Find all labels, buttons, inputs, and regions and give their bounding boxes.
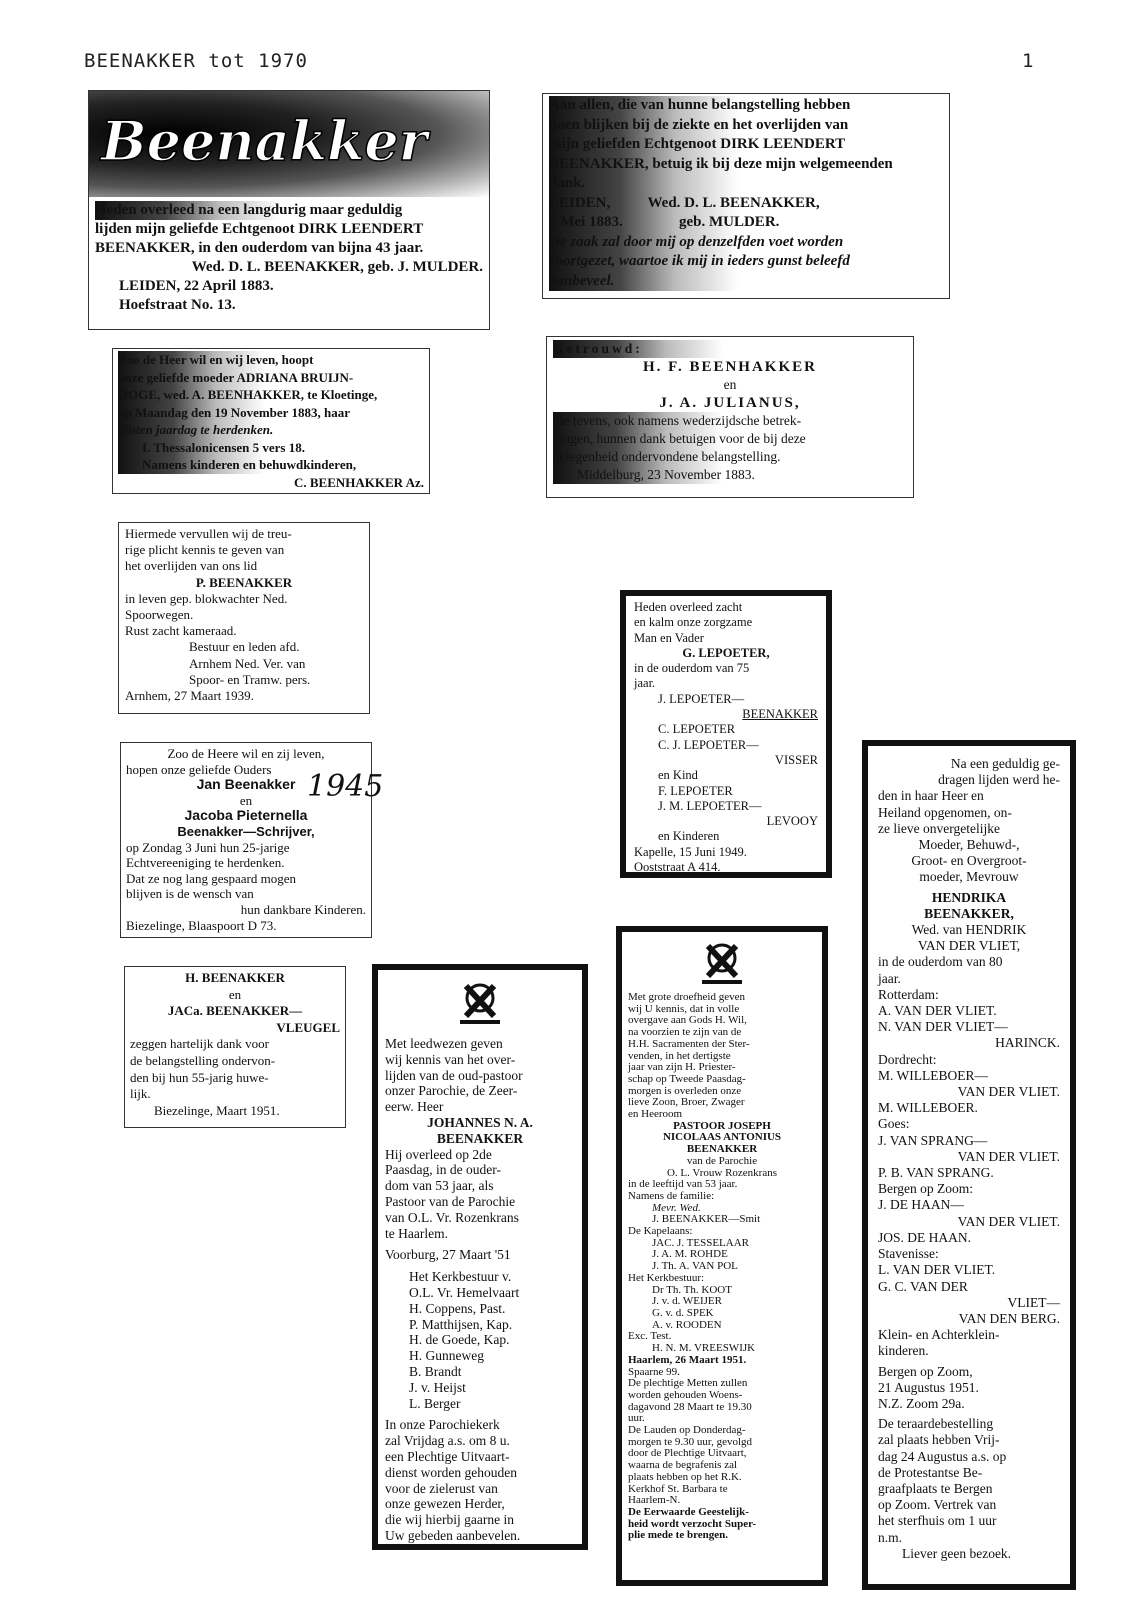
- clip10-line: worden gehouden Woens-: [628, 1388, 743, 1401]
- clip11-line: graafplaats te Bergen: [878, 1480, 993, 1496]
- clip6-line: Kapelle, 15 Juni 1949.: [634, 844, 747, 859]
- clip11-line: Moeder, Behuwd-,: [918, 837, 1020, 853]
- clip5-line: in leven gep. blokwachter Ned.: [125, 590, 288, 606]
- clip9-line: onze gewezen Herder,: [385, 1496, 505, 1512]
- clip9-line: te Haarlem.: [385, 1225, 448, 1241]
- clip10-line: morgen te 9.30 uur, gevolgd: [628, 1435, 753, 1448]
- clip11-line: kinderen.: [878, 1343, 929, 1359]
- clip5-line: Rust zacht kameraad.: [125, 623, 237, 639]
- clip11-line: HARINCK.: [995, 1035, 1060, 1051]
- clipping-death-notice-1949: [620, 590, 832, 878]
- clip11-line: VLIET—: [1007, 1294, 1060, 1310]
- clip6-line: C. LEPOETER: [658, 722, 736, 737]
- clip10-line: JAC. J. TESSELAAR: [652, 1236, 749, 1249]
- clip11-line: N. VAN DER VLIET—: [878, 1019, 1008, 1035]
- clip11-line: moeder, Mevrouw: [919, 869, 1019, 885]
- clip4-line: die tevens, ook namens wederzijdsche betrek-: [553, 412, 907, 430]
- clip11-line: dag 24 Augustus a.s. op: [878, 1448, 1007, 1464]
- clip9-line: voor de zielerust van: [385, 1480, 498, 1496]
- clip10-line: J. Th. A. VAN POL: [652, 1260, 738, 1273]
- clip6-line: C. J. LEPOETER—: [658, 737, 759, 752]
- clip6-line: F. LEPOETER: [658, 783, 733, 798]
- clip2-line: De zaak zal door mij op denzelfden voet worden: [549, 233, 943, 253]
- clip1-line: Wed. D. L. BEENAKKER, geb. J. MULDER.: [191, 259, 483, 275]
- clip11-line: den in haar Heer en: [878, 788, 984, 804]
- clip11-line: Groot- en Overgroot-: [911, 853, 1027, 869]
- clip10-line: J. A. M. ROHDE: [652, 1248, 728, 1261]
- clipping-death-notice-1883: [88, 90, 490, 330]
- clip9-line: onzer Parochie, de Zeer-: [385, 1083, 518, 1099]
- page-title: BEENAKKER tot 1970: [84, 50, 308, 72]
- clip2-line: BEENAKKER, betuig ik bij deze mijn welgemeenden: [549, 155, 943, 175]
- clip10-line: in de leeftijd van 53 jaar.: [628, 1178, 738, 1191]
- clip9-line: H. Coppens, Past.: [409, 1300, 506, 1316]
- clip11-line: VAN DER VLIET.: [957, 1213, 1060, 1229]
- clip11-line: Liever geen bezoek.: [902, 1545, 1012, 1561]
- clip11-line: N.Z. Zoom 29a.: [878, 1395, 965, 1411]
- clip4-line: H. F. BEENHAKKER: [643, 359, 817, 375]
- clip9-line: Hij overleed op 2de: [385, 1146, 492, 1162]
- clip9-line: een Plechtige Uitvaart-: [385, 1448, 510, 1464]
- clip8-line: VLEUGEL: [276, 1019, 340, 1035]
- clip11-line: zal plaats hebben Vrij-: [878, 1432, 1000, 1448]
- clip11-line: op Zoom. Vertrek van: [878, 1497, 997, 1513]
- clip10-line: schap op Tweede Paasdag-: [628, 1072, 746, 1085]
- cross-icon: [692, 936, 752, 988]
- clip10-line: lieve Zoon, Broer, Zwager: [628, 1096, 745, 1109]
- clip2-line: LEIDEN, Wed. D. L. BEENAKKER,: [549, 194, 943, 214]
- clip10-line: Exc. Test.: [628, 1330, 672, 1343]
- clip11-line: De teraardebestelling: [878, 1416, 994, 1432]
- clip11-line: M. WILLEBOER—: [878, 1067, 988, 1083]
- clip10-line: waarna de begrafenis zal: [628, 1459, 738, 1472]
- clip10-line: en Heeroom: [628, 1108, 683, 1121]
- clip1-line: lijden mijn geliefde Echtgenoot DIRK LEENDERT: [95, 221, 424, 237]
- clipping-death-notice-pastor-1951-a: [372, 964, 588, 1550]
- clip9-line: Uw gebeden aanbevelen.: [385, 1527, 521, 1543]
- clip11-line: M. WILLEBOER.: [878, 1100, 978, 1116]
- clip10-line: De Kapelaans:: [628, 1225, 693, 1238]
- clip3-line: 70sten jaardag te herdenken.: [118, 421, 424, 439]
- clip8-line: den bij hun 55-jarig huwe-: [130, 1069, 269, 1085]
- clip10-line: BEENAKKER: [686, 1143, 758, 1156]
- clip11-line: VAN DEN BERG.: [958, 1310, 1060, 1326]
- clip11-line: VAN DER VLIET,: [917, 938, 1021, 954]
- clip10-line: Met grote droefheid geven: [628, 991, 745, 1003]
- clip6-line: en kalm onze zorgzame: [634, 615, 753, 630]
- clip7-line: hopen onze geliefde Ouders: [126, 761, 272, 777]
- clipping-marriage-notice-1883: [546, 336, 914, 498]
- clip10-line: jaar van zijn H. Priester-: [628, 1061, 736, 1074]
- clip4-line: J. A. JULIANUS,: [659, 395, 801, 411]
- clip10-line: plaats hebben op het R.K.: [628, 1470, 742, 1483]
- clip1-line: Heden overleed na een langdurig maar geduldig: [95, 201, 483, 220]
- clip9-line: Met leedwezen geven: [385, 1036, 503, 1051]
- clipping-birthday-notice-1883: [112, 348, 430, 494]
- clip4-line: en: [723, 377, 737, 392]
- clip10-line: J. BEENAKKER—Smit: [652, 1213, 761, 1226]
- clip11-line: Heiland opgenomen, on-: [878, 804, 1012, 820]
- clip10-line: J. v. d. WEIJER: [652, 1295, 722, 1308]
- clip5-line: het overlijden van ons lid: [125, 558, 258, 574]
- clip8-line: lijk.: [130, 1086, 151, 1102]
- clip11-line: HENDRIKA: [931, 889, 1007, 905]
- clipping-death-notice-1951-hendrika: [862, 740, 1076, 1590]
- clip2-line: Aan allen, die van hunne belangstelling hebben: [549, 96, 943, 116]
- clip5-line: Bestuur en leden afd.: [189, 639, 300, 655]
- clip7-line: Biezelinge, Blaaspoort D 73.: [126, 917, 277, 933]
- clip6-line: Ooststraat A 414.: [634, 860, 721, 875]
- clipping-death-notice-pastor-1951-b: [616, 926, 828, 1586]
- clip11-line: P. B. VAN SPRANG.: [878, 1165, 994, 1181]
- clipping-death-notice-1939: [118, 522, 370, 714]
- clip6-line: en Kind: [658, 768, 698, 783]
- clip10-line: De Eerwaarde Geestelijk-: [628, 1505, 749, 1518]
- clip6-line: J. M. LEPOETER—: [658, 798, 762, 813]
- page-number: 1: [1022, 50, 1035, 72]
- clip9-line: wij kennis van het over-: [385, 1051, 516, 1067]
- clip1-line: LEIDEN, 22 April 1883.: [119, 278, 274, 294]
- clip3-line: op Maandag den 19 November 1883, haar: [118, 404, 424, 422]
- clip10-line: H.H. Sacramenten der Ster-: [628, 1037, 750, 1050]
- clip10-line: Spaarne 99.: [628, 1365, 680, 1378]
- clip6-line: J. LEPOETER—: [658, 691, 745, 706]
- clip2-line: aanbeveel.: [549, 272, 943, 292]
- clip9-line: O.L. Vr. Hemelvaart: [409, 1284, 520, 1300]
- clip9-line: P. Matthijsen, Kap.: [409, 1316, 513, 1332]
- beenakker-logo: Beenakker: [89, 91, 489, 197]
- clip9-line: lijden van de oud-pastoor: [385, 1067, 523, 1083]
- clip6-line: LEVOOY: [766, 814, 818, 829]
- clip10-line: plie mede te brengen.: [628, 1529, 729, 1542]
- clip11-line: Klein- en Achterklein-: [878, 1327, 1000, 1343]
- clip9-line: JOHANNES N. A.: [427, 1114, 533, 1130]
- clip4-line: gelegenheid ondervondene belangstelling.: [553, 448, 907, 466]
- clip11-line: VAN DER VLIET.: [957, 1084, 1060, 1100]
- clipping-thanks-notice-1883: [542, 93, 950, 299]
- clip5-line: Spoor- en Tramw. pers.: [189, 671, 311, 687]
- clip5-line: rige plicht kennis te geven van: [125, 542, 285, 558]
- clip8-line: Biezelinge, Maart 1951.: [154, 1102, 280, 1118]
- clip6-line: en Kinderen: [658, 829, 720, 844]
- clip9-line: eerw. Heer: [385, 1099, 444, 1115]
- clip5-line: Spoorwegen.: [125, 607, 194, 623]
- clip11-line: JOS. DE HAAN.: [878, 1229, 972, 1245]
- clip7-line: op Zondag 3 Juni hun 25-jarige: [126, 839, 290, 855]
- clip11-line: Goes:: [878, 1116, 910, 1132]
- clip9-line: H. Gunneweg: [409, 1348, 484, 1364]
- clip2-line: dank.: [549, 174, 943, 194]
- clip10-line: De Lauden op Donderdag-: [628, 1424, 746, 1437]
- clip9-line: H. de Goede, Kap.: [409, 1332, 510, 1348]
- clip10-line: O. L. Vrouw Rozenkrans: [666, 1166, 778, 1179]
- clip11-line: Dordrecht:: [878, 1051, 937, 1067]
- clip10-line: heid wordt verzocht Super-: [628, 1517, 757, 1530]
- clip7-line: en: [239, 792, 253, 808]
- clip8-line: zeggen hartelijk dank voor: [130, 1036, 269, 1052]
- clip3-line: C. BEENHAKKER Az.: [293, 474, 424, 490]
- clip11-line: 21 Augustus 1951.: [878, 1379, 979, 1395]
- clip9-line: dienst worden gehouden: [385, 1464, 517, 1480]
- clip11-line: ze lieve onvergetelijke: [878, 820, 1000, 836]
- clip11-line: J. VAN SPRANG—: [878, 1132, 988, 1148]
- clip2-line: 5 Mei 1883. geb. MULDER.: [549, 213, 943, 233]
- clip10-line: De plechtige Metten zullen: [628, 1377, 748, 1390]
- clip10-line: NICOLAAS ANTONIUS: [662, 1131, 782, 1144]
- clip10-line: Namens de familie:: [628, 1189, 715, 1202]
- clip11-line: BEENAKKER,: [924, 905, 1014, 921]
- clip10-line: na voorzien te zijn van de: [628, 1026, 742, 1039]
- clip10-line: dagavond 28 Maart te 19.30: [628, 1400, 752, 1413]
- clip11-line: L. VAN DER VLIET.: [878, 1262, 996, 1278]
- clip6-line: jaar.: [634, 676, 656, 691]
- clip2-line: voortgezet, waartoe ik mij in ieders gunst beleefd: [549, 252, 943, 272]
- clip7-line: Dat ze nog lang gespaard mogen: [126, 870, 297, 886]
- clip7-line: hun dankbare Kinderen.: [240, 901, 366, 917]
- clip9-line: In onze Parochiekerk: [385, 1417, 500, 1433]
- clipping-anniversary-notice-1945: [120, 742, 384, 938]
- clip10-line: door de Plechtige Uitvaart,: [628, 1447, 747, 1460]
- clip10-line: morgen is overleden onze: [628, 1084, 742, 1097]
- clip11-line: J. DE HAAN—: [878, 1197, 964, 1213]
- clip11-line: Na een geduldig ge-: [950, 756, 1060, 771]
- clip7-line: Jan Beenakker: [196, 776, 296, 793]
- clip11-line: Rotterdam:: [878, 986, 939, 1002]
- clip8-line: en: [228, 986, 242, 1002]
- clip3-line: Namens kinderen en behuwdkinderen,: [118, 456, 424, 474]
- clip9-line: van O.L. Vr. Rozenkrans: [385, 1209, 519, 1225]
- clip7-line: Echtvereeniging te herdenken.: [126, 855, 285, 871]
- clip3-line: onze geliefde moeder ADRIANA BRUIJN-: [118, 369, 424, 387]
- clip10-line: H. N. M. VREESWIJK: [652, 1342, 756, 1355]
- clip6-line: BEENAKKER: [742, 707, 818, 722]
- clip3-line: I. Thessalonicensen 5 vers 18.: [118, 439, 424, 457]
- clip10-line: van de Parochie: [686, 1154, 758, 1167]
- clip11-line: de Protestantse Be-: [878, 1464, 983, 1480]
- clip7-line: Jacoba Pieternella: [184, 807, 308, 824]
- clip11-line: Stavenisse:: [878, 1246, 939, 1262]
- clip4-line: Getrouwd:: [553, 340, 907, 358]
- clip7-line: Beenakker—Schrijver,: [177, 823, 315, 839]
- clip10-line: Haarlem, 26 Maart 1951.: [628, 1353, 747, 1366]
- clip2-line: doen blijken bij de ziekte en het overlijden van: [549, 116, 943, 136]
- clip5-line: P. BEENAKKER: [195, 574, 293, 590]
- clip6-line: Man en Vader: [634, 630, 704, 645]
- clip10-line: Het Kerkbestuur:: [628, 1271, 705, 1284]
- clip7-line: Zoo de Heere wil en zij leven,: [167, 746, 325, 761]
- handwritten-year: 1945: [307, 769, 384, 804]
- clip11-line: Bergen op Zoom,: [878, 1363, 973, 1379]
- clip3-line: Zoo de Heer wil en wij leven, hoopt: [118, 351, 424, 369]
- clip5-line: Arnhem Ned. Ver. van: [189, 655, 306, 671]
- clipping-anniversary-notice-1951: [124, 966, 346, 1128]
- clip6-line: VISSER: [774, 752, 818, 767]
- clip9-line: L. Berger: [409, 1395, 461, 1411]
- clip11-line: n.m.: [878, 1529, 903, 1545]
- clip11-line: het sterfhuis om 1 uur: [878, 1513, 997, 1529]
- clip5-line: Arnhem, 27 Maart 1939.: [125, 688, 254, 704]
- clip10-line: PASTOOR JOSEPH: [673, 1119, 771, 1132]
- clip6-line: in de ouderdom van 75: [634, 661, 750, 676]
- clip4-line: Middelburg, 23 November 1883.: [553, 466, 907, 484]
- clip10-line: A. v. ROODEN: [652, 1318, 722, 1331]
- clip5-line: Hiermede vervullen wij de treu-: [125, 526, 292, 541]
- clip11-line: dragen lijden werd he-: [938, 772, 1060, 788]
- clip9-line: Paasdag, in de ouder-: [385, 1162, 501, 1178]
- clip1-line: BEENAKKER, in den ouderdom van bijna 43 jaar.: [95, 240, 424, 256]
- clip9-line: zal Vrijdag a.s. om 8 u.: [385, 1433, 510, 1449]
- clip9-line: dom van 53 jaar, als: [385, 1178, 494, 1194]
- clip9-line: B. Brandt: [409, 1363, 462, 1379]
- clip6-line: Heden overleed zacht: [634, 600, 743, 614]
- clip8-line: H. BEENAKKER: [185, 970, 285, 985]
- clip11-line: A. VAN DER VLIET.: [878, 1003, 997, 1019]
- clip2-line: mijn geliefden Echtgenoot DIRK LEENDERT: [549, 135, 943, 155]
- clip10-line: Dr Th. Th. KOOT: [652, 1283, 732, 1296]
- clip8-line: JACa. BEENAKKER—: [167, 1003, 303, 1019]
- clip9-line: J. v. Heijst: [409, 1379, 466, 1395]
- clip9-line: Voorburg, 27 Maart '51: [385, 1247, 511, 1263]
- clip8-line: de belangstelling ondervon-: [130, 1052, 276, 1068]
- clip10-line: G. v. d. SPEK: [652, 1306, 714, 1319]
- cross-icon: [450, 976, 510, 1028]
- clip11-line: jaar.: [878, 970, 901, 986]
- clip9-line: die wij hierbij gaarne in: [385, 1512, 514, 1528]
- clip10-line: Mevr. Wed.: [652, 1201, 701, 1214]
- clip10-line: uur.: [628, 1412, 645, 1425]
- clip10-line: Kerkhof St. Barbara te: [628, 1482, 728, 1495]
- clip9-line: Het Kerkbestuur v.: [409, 1269, 512, 1285]
- clip6-line: G. LEPOETER,: [682, 645, 770, 660]
- clip1-line: Hoefstraat No. 13.: [119, 297, 236, 313]
- clip9-line: BEENAKKER: [436, 1130, 524, 1146]
- clip4-line: kingen, hunnen dank betuigen voor de bij deze: [553, 430, 907, 448]
- clip7-line: blijven is de wensch van: [126, 886, 254, 902]
- clip11-line: G. C. VAN DER: [878, 1278, 968, 1294]
- clip10-line: wij U kennis, dat in volle: [628, 1002, 740, 1015]
- clip11-line: Bergen op Zoom:: [878, 1181, 973, 1197]
- clip11-line: VAN DER VLIET.: [957, 1148, 1060, 1164]
- clip10-line: Haarlem-N.: [628, 1494, 681, 1507]
- clip3-line: OOGE, wed. A. BEENHAKKER, te Kloetinge,: [118, 386, 424, 404]
- clip9-line: Pastoor van de Parochie: [385, 1193, 516, 1209]
- clip10-line: venden, in het dertigste: [628, 1049, 731, 1062]
- clip11-line: Wed. van HENDRIK: [911, 922, 1027, 938]
- clip10-line: overgave aan Gods H. Wil,: [628, 1014, 747, 1027]
- clip11-line: in de ouderdom van 80: [878, 954, 1003, 970]
